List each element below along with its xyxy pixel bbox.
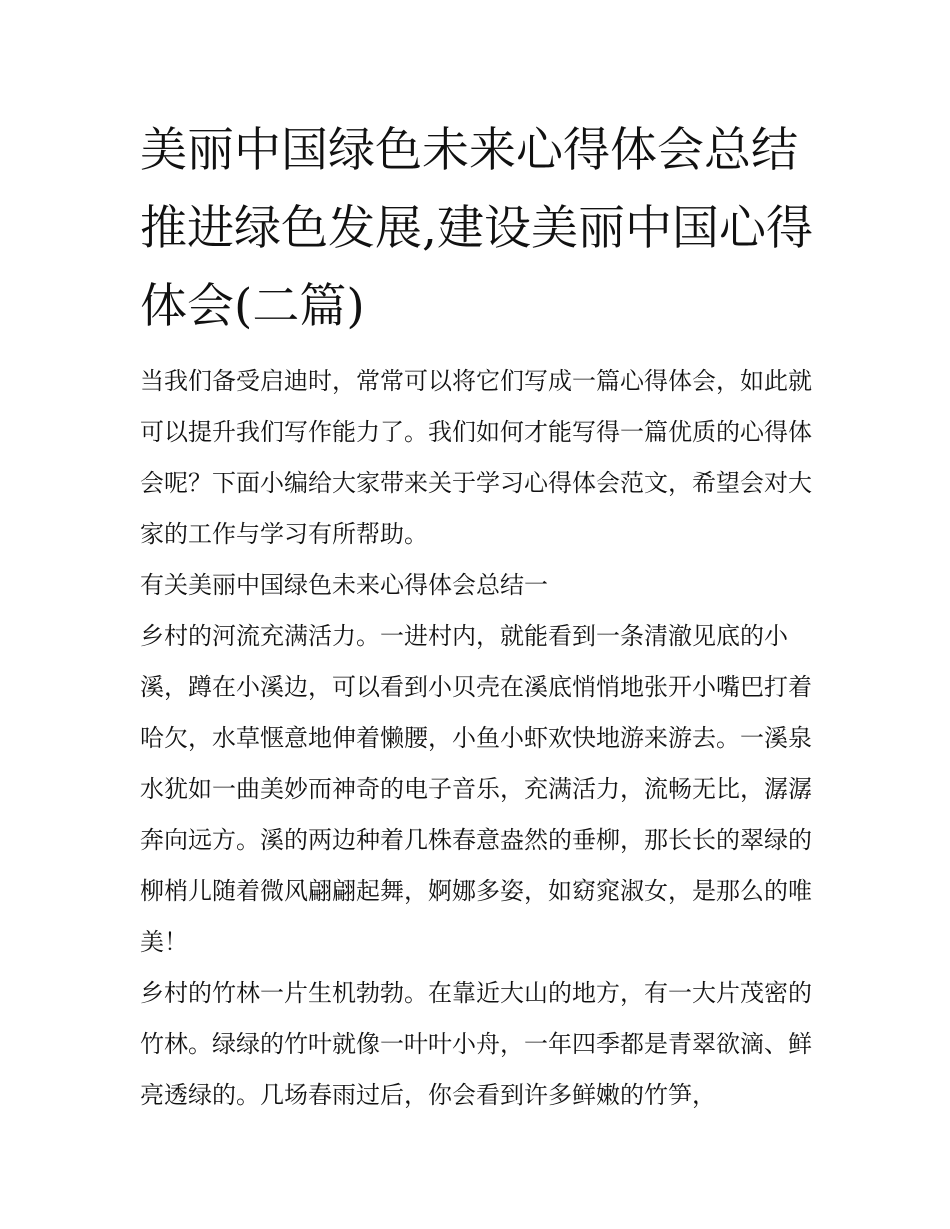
document-body xyxy=(140,112,820,1121)
document-title: 美丽中国绿色未来心得体会总结 推进绿色发展,建设美丽中国心得体会(二篇) xyxy=(140,123,813,334)
intro-paragraph: 当我们备受启迪时，常常可以将它们写成一篇心得体会，如此就可以提升我们写作能力了。我们如何才能写得一篇优质的心得体会呢？下面小编给大家带来关于学习心得体会范文，希望会对大家的工作与学习有所帮助。 xyxy=(140,367,812,548)
section-heading: 有关美丽中国绿色未来心得体会总结一 xyxy=(140,571,548,599)
bamboo-paragraph: 乡村的竹林一片生机勃勃。在靠近大山的地方，有一大片茂密的竹林。绿绿的竹叶就像一叶叶小舟，一年四季都是青翠欲滴、鲜亮透绿的。几场春雨过后，你会看到许多鲜嫩的竹笋， xyxy=(140,979,812,1109)
river-paragraph: 乡村的河流充满活力。一进村内，就能看到一条清澈见底的小溪，蹲在小溪边，可以看到小贝壳在溪底悄悄地张开小嘴巴打着哈欠，水草惬意地伸着懒腰，小鱼小虾欢快地游来游去。一溪泉水犹如一曲美妙而神奇的电子音乐，充满活力，流畅无比，潺潺奔向远方。溪的两边种着几株春意盎然的垂柳，那长长的翠绿的柳梢儿随着微风翩翩起舞，婀娜多姿，如窈窕淑女，是那么的唯美！ xyxy=(140,622,812,956)
